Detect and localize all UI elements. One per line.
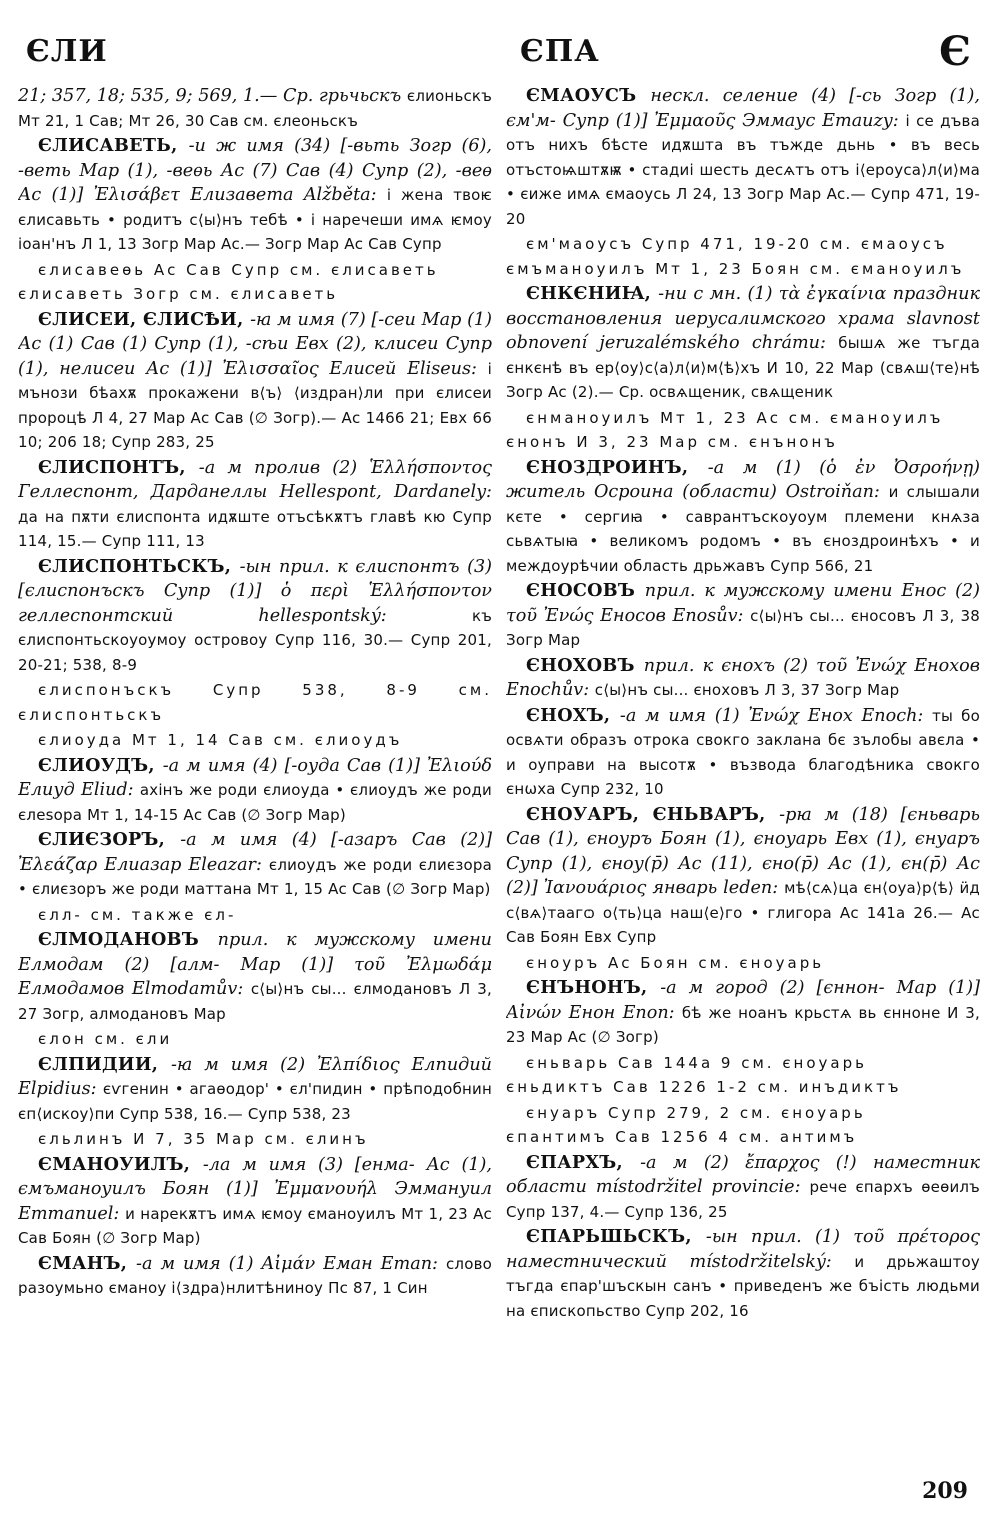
right-running-head: ЄПА bbox=[520, 34, 600, 69]
dictionary-entry bbox=[18, 1252, 492, 1301]
entry-gloss: -а м имя (4) [-азаръ Сав (2)] Ἐλεάζαρ Елиазар Eleazar: bbox=[18, 830, 492, 875]
entry-citation: єньдиктъ Сав 1226 1-2 см. инъдиктъ bbox=[506, 1078, 902, 1096]
entry-citation: і се дъва отъ нихъ бѣсте идѫшта въ тъжде дьнь • въ весь отъстоѩштѫѭ • стадиі шесть десѧтъ отъ і⟨ероуса⟩л⟨и⟩ма • єиже имѧ ємаоусь Л 24, 13 Зогр Мар Ас.— Супр 471, 19-20 bbox=[506, 111, 980, 228]
entry-citation: і жена твоѥ єлисавьть • родитъ с⟨ы⟩нъ тебѣ • і наречеши имѧ ѥмоу іоан'нъ Л 1, 13 Зогр Мар Ас.— Зогр Мар Ас Сав Супр bbox=[18, 186, 492, 253]
cross-reference bbox=[18, 678, 492, 727]
entry-gloss: прил. к мужскому имени Енос (2) τοῦ Ἐνώς Еносов Enosův: bbox=[506, 581, 980, 626]
entry-citation: слово разоумьно єманоу і⟨здра⟩нлитѣниноу Пс 87, 1 Син bbox=[18, 1254, 492, 1297]
headword: ЄНЪНОНЪ, bbox=[526, 977, 661, 998]
page-number: 209 bbox=[922, 1478, 968, 1504]
dictionary-entry bbox=[18, 456, 492, 554]
cross-reference bbox=[506, 406, 980, 455]
entry-gloss: -а м имя (1) Ἐνώχ Енох Enoch: bbox=[619, 705, 933, 726]
headword: ЄЛИЄЗОРЪ, bbox=[38, 829, 181, 850]
entry-citation: и дрьжаштоу тъгда єпар'шъскын санъ • приведенъ же бъість людьми на єпископьство Супр 202, 16 bbox=[506, 1252, 980, 1320]
entry-gloss: 21; 357, 18; 535, 9; 569, 1.— Ср. грьчьскъ bbox=[18, 86, 407, 106]
entry-gloss: -ꙗ м имя (7) [-сеи Мар (1) Ас (1) Сав (1) Супр (1), -сѣи Евх (2), клисеи Супр (1), нелисеи Ас (1)] Ἐλισσαῖος Елисей Eliseus: bbox=[18, 309, 492, 379]
headword: ЄЛИСЕИ, ЄЛИСѢИ, bbox=[38, 308, 251, 330]
headword: ЄЛИСПОНТЪ, bbox=[38, 456, 199, 478]
entry-citation: рече єпархъ ѳеѳилъ Супр 137, 4.— Супр 136, 25 bbox=[506, 1178, 980, 1221]
entry-gloss: єлисавеѳь Ас Сав Супр см. єлисаветь bbox=[38, 260, 439, 279]
entry-citation: єѵгенин • агаѳодор' • єл'пидин • прѣподобнин єп⟨искоу⟩пи Супр 538, 16.— Супр 538, 23 bbox=[18, 1080, 492, 1123]
headword: ЄЛПИДИИ, bbox=[38, 1053, 171, 1075]
cross-reference bbox=[18, 258, 492, 307]
headword: ЄНОУАРЪ, ЄНЬВАРЪ, bbox=[526, 803, 780, 825]
headword: ЄЛИОУДЪ, bbox=[38, 754, 163, 776]
left-column bbox=[18, 84, 492, 1484]
entry-citation: с⟨ы⟩нъ сы... єноховъ Л 3, 37 Зогр Мар bbox=[594, 681, 900, 699]
entry-gloss: єлл- см. также єл- bbox=[38, 905, 237, 924]
dictionary-entry bbox=[18, 828, 492, 902]
right-column bbox=[506, 84, 980, 1484]
cross-reference bbox=[18, 1027, 492, 1052]
entry-citation: къ єлиспонтьскоуоумоу островоу Супр 116, 30.— Супр 201, 20-21; 538, 8-9 bbox=[18, 606, 492, 674]
cross-reference bbox=[18, 1127, 492, 1152]
headword: ЄНОХЪ, bbox=[526, 704, 620, 726]
dictionary-entry bbox=[506, 1225, 980, 1323]
dictionary-entry bbox=[18, 555, 492, 678]
left-running-head: ЄЛИ bbox=[26, 34, 108, 69]
entry-gloss: -а м город (2) [єннон- Мар (1)] Αἰνών Енон Enon: bbox=[506, 978, 980, 1023]
entry-gloss: єноуръ Ас Боян см. єноуарь bbox=[526, 953, 825, 972]
headword: ЄНКЄНИꙖ, bbox=[526, 283, 659, 304]
cross-reference bbox=[506, 951, 980, 976]
entry-gloss: -ни с мн. (1) τὰ ἐγκαίνια праздник восстановления иерусалимского храма slavnost obnovení jeruzalémského chrámu: bbox=[506, 284, 980, 353]
dictionary-entry bbox=[506, 654, 980, 703]
dictionary-entry bbox=[18, 754, 492, 828]
cross-reference bbox=[506, 1051, 980, 1100]
dictionary-entry bbox=[18, 928, 492, 1026]
entry-gloss: єлиспонъскъ Супр 538, 8-9 см. єлиспонтьскъ bbox=[18, 681, 492, 724]
entry-gloss: -а м имя (4) [-оуда Сав (1)] Ἐλιούδ Елиуд Eliud: bbox=[18, 755, 492, 800]
entry-citation: єпантимъ Сав 1256 4 см. антимъ bbox=[506, 1128, 858, 1146]
dictionary-entry bbox=[506, 803, 980, 950]
dictionary-entry bbox=[506, 1151, 980, 1225]
entry-gloss: -и ж имя (34) [-вьть Зогр (6), -веть Мар (1), -веѳь Ас (7) Сав (4) Супр (2), -веѳ Ас (1)] Ἐλισάβετ Елизавета Alžběta: bbox=[18, 136, 492, 205]
dictionary-entry bbox=[18, 134, 492, 257]
headword: ЄЛИСАВЕТЬ, bbox=[38, 135, 189, 156]
entry-gloss: -а м (1) (ὁ ἐν Ὀσροήνῃ) житель Осроина (области) Ostroiňan: bbox=[506, 457, 980, 502]
entry-gloss: єнуаръ Супр 279, 2 см. єноуарь bbox=[526, 1103, 866, 1122]
headword: ЄНОХОВЪ bbox=[526, 654, 644, 676]
headword: ЄНОЗДРОИНЪ, bbox=[526, 456, 708, 478]
section-letter: Є bbox=[939, 28, 972, 75]
entry-gloss: єнманоуилъ Мт 1, 23 Ас см. єманоуилъ bbox=[526, 408, 944, 427]
entry-citation: єнонъ И 3, 23 Мар см. єнънонъ bbox=[506, 433, 838, 451]
headword: ЄПАРЬШЬСКЪ, bbox=[526, 1226, 706, 1247]
entry-citation: ты бо освѧти образъ отрока свокго заклана бє зълобы авєла • и оуправи на высотѫ • възвода благодѣника свокго єнωха Супр 232, 10 bbox=[506, 706, 980, 798]
dictionary-entry bbox=[18, 308, 492, 455]
entry-citation: мѣ⟨сѧ⟩ца єн⟨оуа⟩р⟨ѣ⟩ ӥд с⟨вѧ⟩таагѻ о⟨ть⟩ца наш⟨е⟩го • глигора Ас 141а 26.— Ас Сав Боян Евх Супр bbox=[506, 879, 980, 946]
entry-citation: с⟨ы⟩нъ сы... єносовъ Л 3, 38 Зогр Мар bbox=[506, 606, 980, 649]
dictionary-entry bbox=[506, 84, 980, 231]
dictionary-entry bbox=[506, 456, 980, 579]
cross-reference bbox=[506, 1101, 980, 1150]
headword: ЄМАНЪ, bbox=[38, 1252, 137, 1274]
entry-citation: єлиоудъ же роди єлиєзора • єлиєзоръ же роди маттана Мт 1, 15 Ас Сав (∅ Зогр Мар) bbox=[18, 855, 492, 898]
entry-gloss: -ꙗ м имя (2) Ἐλπίδιος Елпидий Elpidius: bbox=[18, 1054, 492, 1099]
entry-gloss: -рꙗ м (18) [єньварь Сав (1), єноуръ Боян (1), єноуарь Евх (1), єнуаръ Супр (1), єноу(р̄) Ас (11), єно(р̄) Ас (1), єн(р̄) Ас (2)] Ἰανουάριος январь leden: bbox=[506, 804, 980, 898]
headword: ЄЛМОДАНОВЪ bbox=[38, 929, 218, 950]
cross-reference bbox=[18, 903, 492, 928]
entry-citation: бышѧ же тъгда єнкєнѣ въ ер⟨оу⟩с⟨а⟩л⟨и⟩м⟨ѣ⟩хъ И 10, 22 Мар (свѧш⟨те⟩нѣ Зогр Ас (2).— Ср. освѧщеник, свѧщеник bbox=[506, 334, 980, 401]
headword: ЄМАНОУИЛЪ, bbox=[38, 1153, 203, 1175]
dictionary-entry bbox=[18, 1153, 492, 1251]
entry-gloss: єлон см. єли bbox=[38, 1030, 173, 1048]
entry-citation: ємъманоуилъ Мт 1, 23 Боян см. єманоуилъ bbox=[506, 259, 965, 278]
entry-gloss: єньварь Сав 144а 9 см. єноуарь bbox=[526, 1053, 867, 1072]
entry-gloss: прил. к єнохъ (2) τοῦ Ἐνώχ Енохов Enochův: bbox=[506, 655, 980, 700]
page-header bbox=[0, 28, 1000, 78]
entry-gloss: -а м (2) ἔπαρχος (!) наместник области místodržitel provincie: bbox=[506, 1152, 980, 1197]
entry-gloss: нескл. селение (4) [-сь Зогр (1), єм'м- Супр (1)] Ἐμμαοῦς Эммаус Emauzy: bbox=[506, 86, 980, 131]
entry-gloss: -ла м имя (3) [енма- Ас (1), ємъманоуилъ Боян (1)] Ἐμμανουήλ Эммануил Emmanuel: bbox=[18, 1154, 492, 1224]
entry-gloss: прил. к мужскому имени Елмодам (2) [алм- Мар (1)] τοῦ Ἐλμωδάμ Елмодамов Elmodamův: bbox=[18, 930, 492, 999]
cross-reference bbox=[506, 232, 980, 281]
entry-gloss: єлиоуда Мт 1, 14 Сав см. єлиоудъ bbox=[38, 731, 403, 749]
entry-citation: і мънози бѣахѫ прокажени в⟨ъ⟩ ⟨издран⟩ли при єлисеи пророцѣ Л 4, 27 Мар Ас Сав (∅ Зогр).— Ас 1466 21; Евх 66 10; 206 18; Супр 283, 25 bbox=[18, 359, 492, 451]
entry-gloss: -ын прил. к єлиспонтъ (3) [єлиспонъскъ Супр (1)] ὁ περὶ Ἑλλήσποντον геллеспонтский hellespontský: bbox=[18, 556, 492, 626]
dictionary-entry bbox=[18, 1053, 492, 1127]
entry-citation: с⟨ы⟩нъ сы... єлмодановъ Л 3, 27 Зогр, алмодановъ Мар bbox=[18, 980, 492, 1023]
entry-citation: ахінъ же роди єлиоуда • єлиоудъ же роди єлеѕора Мт 1, 14-15 Ас Сав (∅ Зогр Мар) bbox=[18, 781, 492, 824]
entry-gloss: -а м пролив (2) Ἑλλήσποντος Геллеспонт, Дарданеллы Hellespont, Dardanely: bbox=[18, 457, 492, 502]
entry-gloss: -а м имя (1) Αἰμάν Еман Eman: bbox=[136, 1253, 446, 1274]
headword: ЄЛИСПОНТЬСКЪ, bbox=[38, 555, 240, 577]
entry-gloss: -ын прил. (1) τοῦ πρέτορος наместнический místodržitelský: bbox=[506, 1227, 980, 1272]
entry-gloss: єм'маоусъ Супр 471, 19-20 см. ємаоусъ bbox=[526, 235, 948, 253]
dictionary-entry bbox=[506, 976, 980, 1050]
dictionary-entry bbox=[506, 704, 980, 802]
dictionary-entry bbox=[506, 579, 980, 653]
entry-citation: и слышали кєте • сергиꙗ • саврантъскоуоум племени кнѧза сьвѧтыꙗ • великомъ родомъ • въ єноздроинѣхъ • и междоурѣчии область дрьжавъ Супр 566, 21 bbox=[506, 483, 980, 575]
cross-reference bbox=[18, 728, 492, 753]
entry-gloss: єльлинъ И 7, 35 Мар см. єлинъ bbox=[38, 1130, 369, 1148]
headword: ЄНОСОВЪ bbox=[526, 580, 645, 601]
entry-citation: єлионьскъ Мт 21, 1 Сав; Мт 26, 30 Сав см. єлеоньскъ bbox=[18, 87, 492, 130]
dictionary-entry bbox=[506, 282, 980, 405]
headword: ЄПАРХЪ, bbox=[526, 1151, 641, 1173]
dictionary-entry bbox=[18, 84, 492, 133]
entry-citation: и нарекѫтъ имѧ ѥмоу єманоуилъ Мт 1, 23 Ас Сав Боян (∅ Зогр Мар) bbox=[18, 1204, 492, 1247]
entry-citation: бѣ же ноанъ крьстѧ вь єнноне И 3, 23 Мар Ас (∅ Зогр) bbox=[506, 1003, 980, 1046]
entry-citation: єлисаветь Зогр см. єлисаветь bbox=[18, 285, 339, 303]
headword: ЄМАОУСЪ bbox=[526, 85, 651, 106]
entry-citation: да на пѫти єлиспонта идѫште отъсѣкѫтъ главѣ кю Супр 114, 15.— Супр 111, 13 bbox=[18, 507, 492, 550]
